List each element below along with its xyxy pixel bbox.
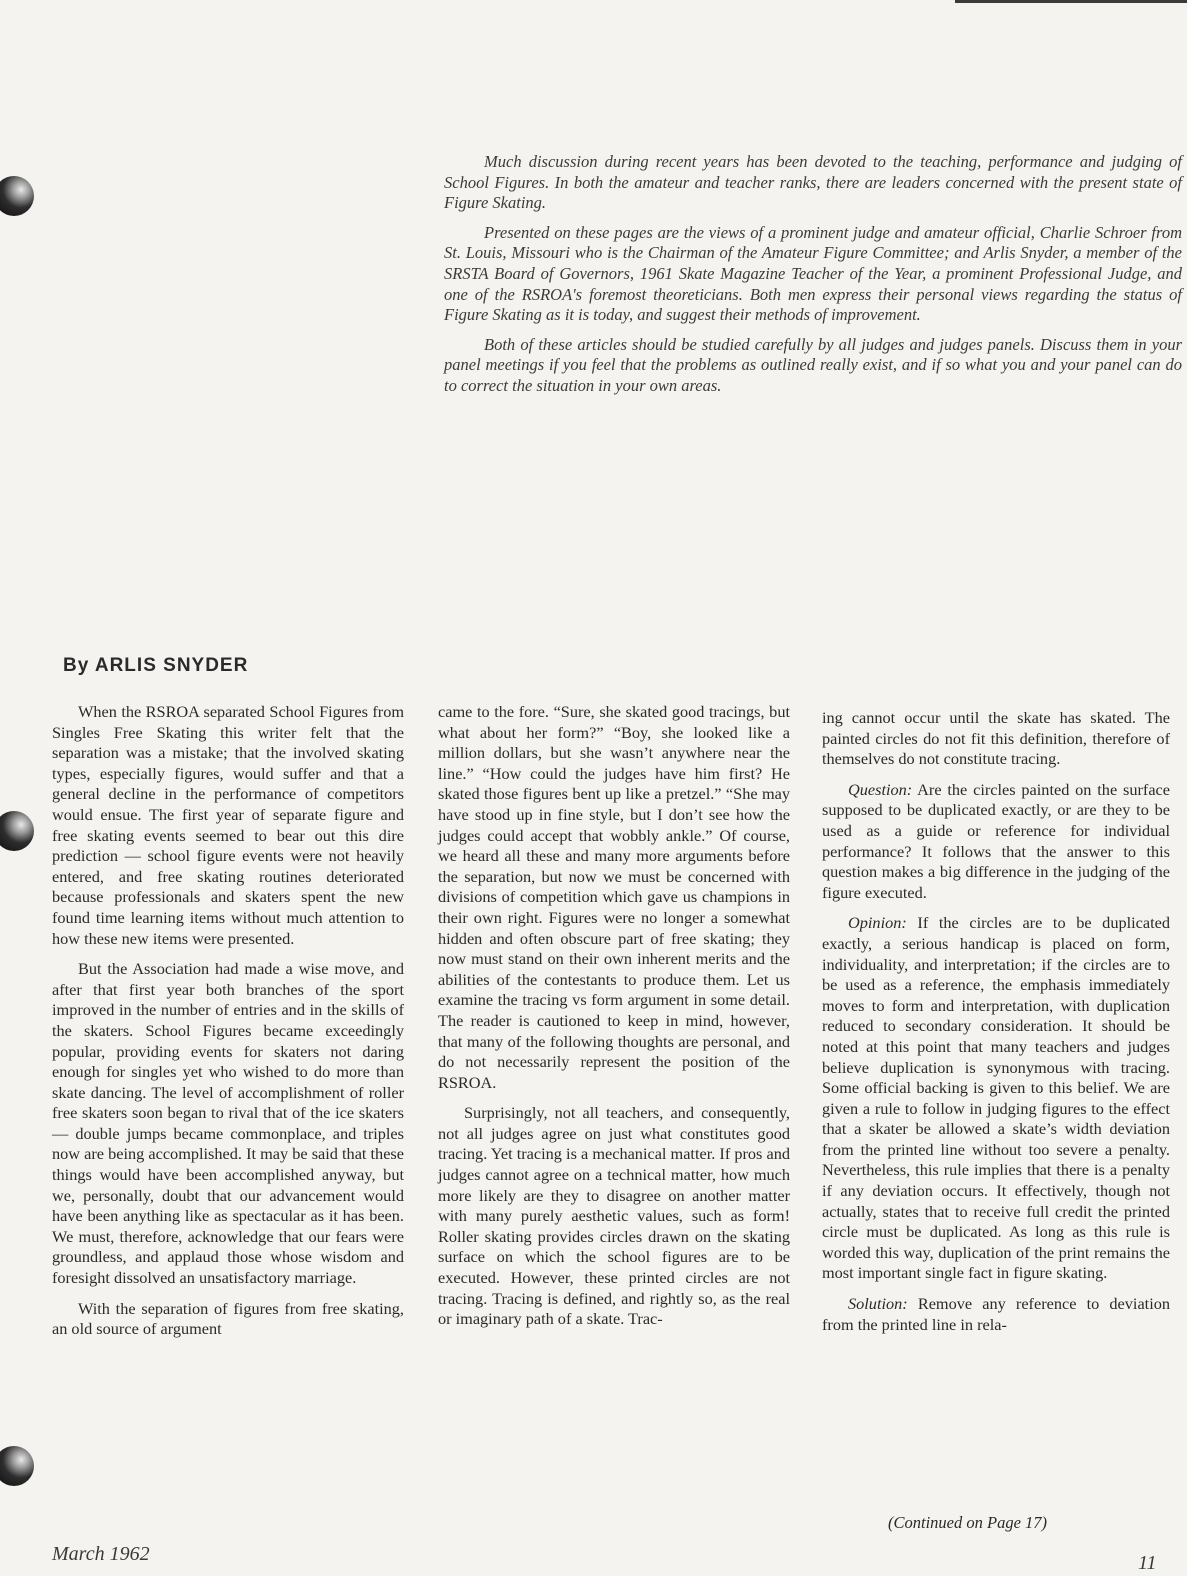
opinion-text: If the circles are to be duplicated exactly, a serious handicap is placed on form, individuality, and interpretation; if the circles are to be used as a reference, the emphasis immediately moves to form and interpretation, with duplication reduced to secondary consideration. It should be noted at this point that many teachers and judges believe duplication is synonymous with tracing. Some official backing is given to this belief. We are given a rule to follow in judging figures to the effect that a skater be allowed a skate’s width deviation from the printed line without too severe a penalty. Nevertheless, this rule implies that there is a penalty if any deviation occurs. It effectively, though not actually, states that to receive full credit the printed circle must be duplicated. As long as this rule is worded this way, duplication of the print remains the most important single fact in figure skating. — [822, 913, 1170, 1283]
article-paragraph: With the separation of figures from free skating, an old source of argument — [52, 1298, 404, 1339]
opinion-paragraph — [822, 913, 1170, 1284]
article-column-1 — [52, 702, 404, 1350]
article-paragraph: ing cannot occur until the skate has skated. The painted circles do not fit this definition, therefore of themselves do not constitute tracing. — [822, 708, 1170, 769]
opinion-label: Opinion: — [848, 913, 907, 933]
article-paragraph: came to the fore. “Sure, she skated good tracings, but what about her form?” “Boy, she looked like a million dollars, but she wasn’t anywhere near the line.” “How could the judges have him first? He skated those figures bent up like a pretzel.” “She may have stood up in fine style, but I don’t see how the judges could accept that wobbly ankle.” Of course, we heard all these and many more arguments before the separation, but now we must be concerned with divisions of competition which gave us champions in their own right. Figures were no longer a somewhat hidden and often obscure part of free skating; they now must stand on their own inherent merits and the abilities of the contestants to produce them. Let us examine the tracing vs form argument in some detail. The reader is cautioned to keep in mind, however, that many of the following thoughts are personal, and do not necessarily represent the position of the RSROA. — [438, 702, 790, 1092]
top-rule — [955, 0, 1187, 3]
intro-paragraph: Both of these articles should be studied carefully by all judges and judges panels. Discuss them in your panel meetings if you feel that the problems as outlined really exist, and if so what you and your panel can do to correct the situation in your own areas. — [444, 334, 1182, 395]
continued-note: (Continued on Page 17) — [888, 1513, 1048, 1532]
author-byline: By ARLIS SNYDER — [63, 655, 249, 676]
article-paragraph: Surprisingly, not all teachers, and consequently, not all judges agree on just what constitutes good tracing. Yet tracing is a mechanical matter. If pros and judges cannot agree on a technical matter, how much more likely are they to disagree on another matter with many purely aesthetic values, such as form! Roller skating provides circles drawn on the skating surface on which the school figures are to be executed. However, these printed circles are not tracing. Tracing is defined, and rightly so, as the real or imaginary path of a skate. Trac- — [438, 1103, 790, 1329]
binder-hole-icon — [0, 176, 34, 216]
solution-label: Solution: — [848, 1294, 908, 1314]
article-paragraph: But the Association had made a wise move, and after that first year both branches of the sport improved in the number of entries and in the skills of the skaters. School Figures became exceedingly popular, providing events for skaters not daring enough for singles yet who wished to do more than skate dancing. The level of accomplishment of roller free skaters soon began to rival that of the ice skaters — double jumps became commonplace, and triples now are being accomplished. It may be said that these things would have been accomplished anyway, but we, personally, doubt that our advancement would have been anything like as spectacular as it has been. We must, therefore, acknowledge that our fears were groundless, and applaud those whose wisdom and foresight dissolved an unsatisfactory marriage. — [52, 959, 404, 1288]
question-paragraph — [822, 780, 1170, 904]
question-label: Question: — [848, 779, 913, 799]
article-column-2 — [438, 702, 790, 1340]
binder-hole-icon — [0, 1446, 34, 1486]
page-number: 11 — [1138, 1552, 1157, 1574]
question-text: Are the circles painted on the surface supposed to be duplicated exactly, or are they to be used as a guide or reference for individual performance? It follows that the answer to this question makes a big difference in the judging of the figure executed. — [822, 779, 1170, 902]
intro-paragraph: Presented on these pages are the views of a prominent judge and amateur official, Charlie Schroer from St. Louis, Missouri who is the Chairman of the Amateur Figure Committee; and Arlis Snyder, a member of the SRSTA Board of Governors, 1961 Skate Magazine Teacher of the Year, a prominent Professional Judge, and one of the RSROA's foremost theoreticians. Both men express their personal views regarding the status of Figure Skating as it is today, and suggest their methods of improvement. — [444, 222, 1182, 325]
article-paragraph: When the RSROA separated School Figures from Singles Free Skating this writer felt that the separation was a mistake; that the involved skating types, especially figures, would suffer and that a general decline in the performance of competitors would ensue. The first year of separate figure and free skating events seemed to bear out this dire prediction — school figure events were not heavily entered, and free skating routines deteriorated because professionals and skaters spent the new found time learning items without much attention to how these new items were presented. — [52, 702, 404, 948]
solution-text: Remove any reference to deviation from the printed line in rela- — [822, 1294, 1170, 1334]
binder-hole-icon — [0, 811, 34, 851]
intro-editorial-note — [444, 152, 1182, 406]
intro-paragraph: Much discussion during recent years has been devoted to the teaching, performance and judging of School Figures. In both the amateur and teacher ranks, there are leaders concerned with the present state of Figure Skating. — [444, 152, 1182, 213]
footer-date: March 1962 — [52, 1543, 150, 1565]
solution-paragraph — [822, 1294, 1170, 1335]
article-column-3 — [822, 708, 1170, 1345]
